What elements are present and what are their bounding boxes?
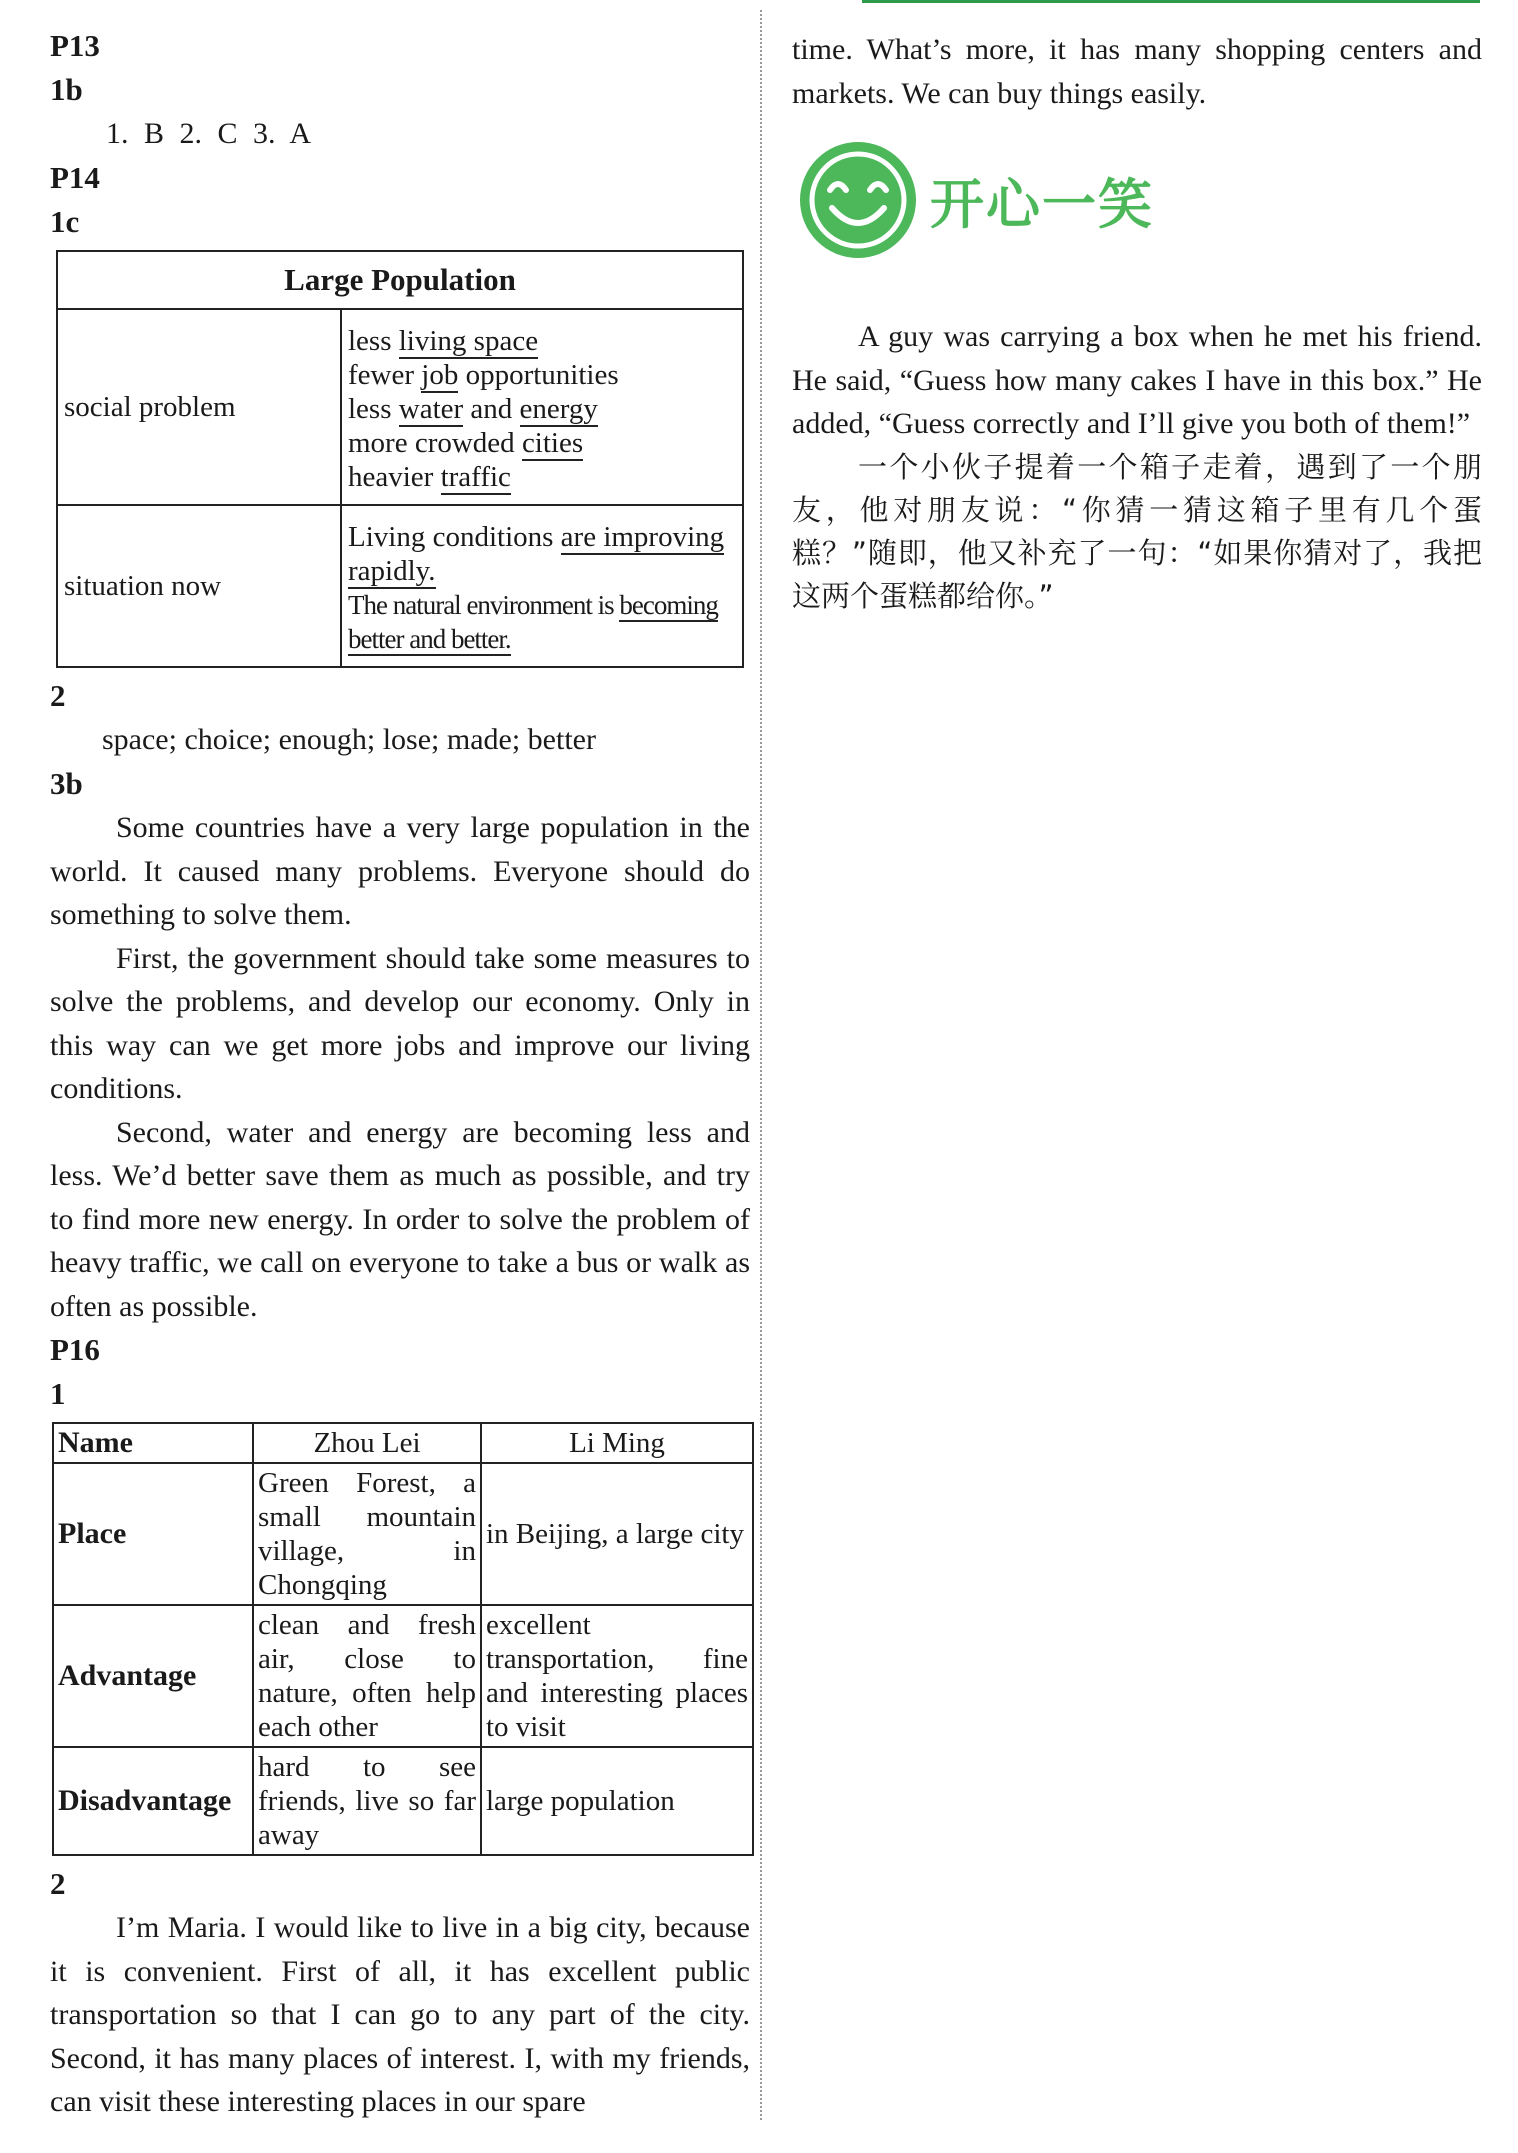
exercise-2-heading: 2	[50, 678, 66, 713]
row-label-disadvantage: Disadvantage	[53, 1747, 253, 1855]
place-zhou: Green Forest, a small mountain village, in Chongqing	[253, 1463, 481, 1605]
header-zhou-lei: Zhou Lei	[253, 1423, 481, 1463]
list-item: less living space	[348, 325, 539, 357]
logo-title: 开心一笑	[930, 172, 1154, 236]
essay-paragraph: I’m Maria. I would like to live in a big city, because it is convenient. First of all, it has excellent public transportation so that I can go to any part of the city. Second, it has many places of interest. I, with my friends, can visit these interesting places in our spare	[50, 1911, 750, 2118]
right-column	[792, 28, 1482, 618]
exercise-p16-2-heading: 2	[50, 1866, 66, 1901]
column-divider	[760, 10, 762, 2120]
smiley-face-icon	[796, 138, 920, 262]
comparison-table	[52, 1422, 754, 1856]
situation-now-text: Living conditions are improving rapidly. The natural environment is becoming better and better.	[341, 505, 743, 667]
page-heading-p14: P14	[50, 160, 100, 195]
exercise-p16-1-heading: 1	[50, 1376, 66, 1411]
list-item: heavier traffic	[348, 461, 511, 493]
table-row	[57, 505, 743, 667]
essay-paragraph: Some countries have a very large population in the world. It caused many problems. Everyone should do something to solve them.	[50, 811, 750, 931]
exercise-2-answers: space; choice; enough; lose; made; better	[102, 723, 596, 756]
advantage-li: excellent transportation, fine and interesting places to visit	[481, 1605, 753, 1747]
essay-paragraph: Second, water and energy are becoming less and less. We’d better save them as much as possible, and try to find more new energy. In order to solve the problem of heavy traffic, we call on everyone to take a bus or walk as often as possible.	[50, 1115, 750, 1323]
row-label-social-problem: social problem	[57, 309, 341, 505]
essay-continuation: time. What’s more, it has many shopping centers and markets. We can buy things easily.	[792, 33, 1482, 110]
list-item: fewer job opportunities	[348, 359, 619, 391]
header-name: Name	[53, 1423, 253, 1463]
header-li-ming: Li Ming	[481, 1423, 753, 1463]
table-row	[53, 1605, 753, 1747]
exercise-1b-heading: 1b	[50, 72, 83, 107]
social-problem-list	[341, 309, 743, 505]
exercise-3b-heading: 3b	[50, 766, 83, 801]
disadvantage-li: large population	[481, 1747, 753, 1855]
list-item: more crowded cities	[348, 427, 584, 459]
table-title: Large Population	[57, 251, 743, 309]
row-label-advantage: Advantage	[53, 1605, 253, 1747]
essay-paragraph: First, the government should take some measures to solve the problems, and develop our economy. Only in this way can we get more jobs and improve our living conditions.	[50, 941, 750, 1105]
left-column	[50, 24, 750, 2124]
large-population-table	[56, 250, 744, 668]
table-row	[53, 1423, 753, 1463]
table-row	[53, 1747, 753, 1855]
page-heading-p13: P13	[50, 28, 100, 63]
row-label-place: Place	[53, 1463, 253, 1605]
page-heading-p16: P16	[50, 1332, 100, 1367]
top-accent-line	[862, 0, 1480, 3]
exercise-1b-answers: 1. B 2. C 3. A	[106, 117, 312, 150]
table-row	[57, 251, 743, 309]
table-row	[53, 1463, 753, 1605]
place-li: in Beijing, a large city	[481, 1463, 753, 1605]
joke-chinese: 一个小伙子提着一个箱子走着，遇到了一个朋友，他对朋友说：“你猜一猜这箱子里有几个蛋糕？”随即，他又补充了一句：“如果你猜对了，我把这两个蛋糕都给你。”	[792, 449, 1482, 613]
table-row	[57, 309, 743, 505]
joke-section-logo	[796, 135, 1482, 265]
disadvantage-zhou: hard to see friends, live so far away	[253, 1747, 481, 1855]
list-item: less water and energy	[348, 393, 598, 425]
advantage-zhou: clean and fresh air, close to nature, often help each other	[253, 1605, 481, 1747]
joke-english: A guy was carrying a box when he met his friend. He said, “Guess how many cakes I have in this box.” He added, “Guess correctly and I’ll give you both of them!”	[792, 320, 1482, 440]
exercise-1c-heading: 1c	[50, 204, 80, 239]
row-label-situation-now: situation now	[57, 505, 341, 667]
